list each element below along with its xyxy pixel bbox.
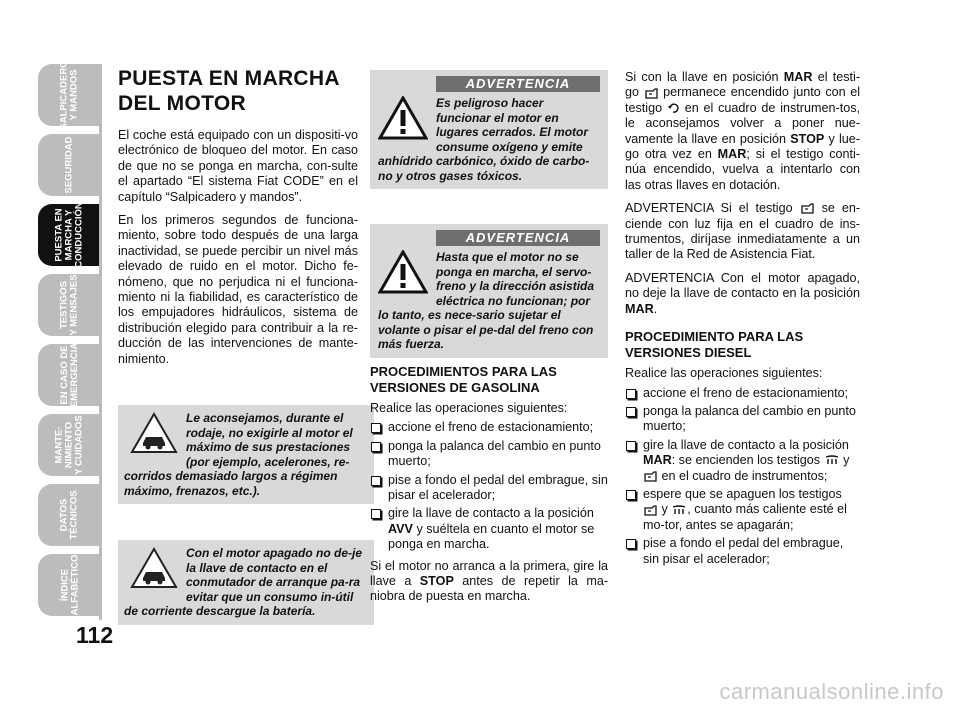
glow-plug-icon (671, 505, 687, 516)
warning-heading: ADVERTENCIA (436, 230, 600, 246)
warning-box-2 (370, 224, 608, 358)
engine-failure-icon (644, 87, 659, 100)
list-item: pise a fondo el pedal del embrague, sin pisar el acelerador; (370, 473, 608, 504)
gasoline-final: Si el motor no arranca a la primera, gire la llave a STOP antes de repetir la ma-niobra de puesta en marcha. (370, 558, 609, 604)
tab-seguridad[interactable]: SEGURIDAD (38, 134, 102, 196)
car-warning-icon (130, 411, 178, 455)
sidebar-divider (99, 64, 102, 620)
list-item: ponga la palanca del cambio en punto muerto; (625, 404, 860, 435)
list-item: accione el freno de estacionamiento; (625, 386, 860, 401)
column-3 (625, 70, 860, 573)
title-line-1: PUESTA EN MARCHA (118, 67, 340, 90)
gasoline-title: PROCEDIMIENTOS PARA LAS VERSIONES DE GASOLINA (370, 364, 557, 395)
warning-1-text: Es peligroso hacer funcionar el motor en lugares cerrados. El motor consume oxígeno y emite anhídrido carbónico, óxido de carbo-no y otros gases tóxicos. (378, 96, 590, 183)
watermark: carmanualsonline.info (719, 679, 944, 704)
title-line-2: DEL MOTOR (118, 92, 246, 115)
tab-indice[interactable]: ÍNDICE ALFABÉTICO (38, 554, 102, 616)
warning-heading: ADVERTENCIA (436, 76, 600, 92)
engine-failure-icon (643, 504, 658, 517)
key-off-paragraph: ADVERTENCIA Con el motor apagado, no deje la llave de contacto en la posición MAR. (625, 270, 860, 316)
gasoline-procedure (370, 364, 608, 613)
list-item: gire la llave de contacto a la posición MAR: se encienden los testigos y en el cuadro de instrumentos; (625, 438, 860, 484)
page-title (118, 66, 358, 116)
warning-box-1 (370, 70, 608, 189)
list-item: accione el freno de estacionamiento; (370, 420, 608, 435)
exclamation-warning-icon (378, 96, 428, 140)
list-item: pise a fondo el pedal del embrague, sin pisar el acelerador; (625, 536, 860, 567)
column-1 (118, 66, 358, 375)
diesel-intro: Realice las operaciones siguientes: (625, 366, 823, 381)
warning-2-text: Hasta que el motor no se ponga en marcha, el servo-freno y la dirección asistida eléctrica no funcionan; por lo tanto, es nece-sario sujetar el volante o pisar el pe-dal del freno con más fuerza. (378, 250, 595, 351)
code-key-icon (667, 102, 680, 114)
tab-testigos[interactable]: TESTIGOS Y MENSAJES (38, 274, 102, 336)
note-rodaje (118, 405, 374, 504)
car-warning-icon (130, 546, 178, 590)
tab-emergencia[interactable]: EN CASO DE EMERGENCIA (38, 344, 102, 406)
diesel-steps (625, 386, 860, 567)
note-bateria (118, 540, 374, 625)
glow-plug-icon (824, 455, 840, 466)
note-rodaje-text: Le aconsejamos, durante el rodaje, no exigirle al motor el máximo de sus prestaciones (por ejemplo, acelerones, re-corridos demasiado largos a régimen máximo, frenazos, etc.). (124, 411, 353, 498)
engine-light-paragraph: ADVERTENCIA Si el testigo se en-ciende con luz fija en el cuadro de ins-trumentos, diríjase inmediatamente a un taller de la Red de Asistencia Fiat. (625, 201, 861, 262)
tab-mantenimiento[interactable]: MANTE- NIMIENTO Y CUIDADOS (38, 414, 102, 476)
list-item: gire la llave de contacto a la posición AVV y suéltela en cuanto el motor se ponga en marcha. (370, 506, 608, 552)
engine-failure-icon (643, 470, 658, 483)
intro-paragraph: El coche está equipado con un dispositi-vo electrónico de bloqueo del motor. En caso de que no se ponga en marcha, con-sulte el apartado “El sistema Fiat CODE” en el capítulo “Salpicadero y mandos”. (118, 128, 358, 204)
tab-salpicadero[interactable]: SALPICADERO Y MANDOS (38, 64, 102, 126)
list-item: espere que se apaguen los testigos y , cuanto más caliente esté el mo-tor, antes se apagarán; (625, 487, 860, 533)
noise-paragraph: En los primeros segundos de funciona-miento, sobre todo después de una larga inactividad, se puede percibir un nivel más elevado de ruido en el motor. Dicho fe-nómeno, que no perjudica ni el funciona-miento ni la fiabilidad, es característico de los empujadores hidráulicos, sistema de distribución elegido para contribuir a la re-ducción de las intervenciones de mante-nimiento. (118, 213, 358, 366)
tab-datos-tecnicos[interactable]: DATOS TÉCNICOS (38, 484, 102, 546)
chapter-sidebar (38, 60, 102, 624)
engine-failure-icon (800, 202, 815, 215)
gasoline-intro: Realice las operaciones siguientes: (370, 401, 568, 415)
gasoline-steps (370, 420, 608, 552)
tab-puesta-en-marcha[interactable]: PUESTA EN MARCHA Y CONDUCCIÓN (38, 204, 102, 266)
list-item: ponga la palanca del cambio en punto muerto; (370, 439, 608, 470)
diesel-title: PROCEDIMIENTO PARA LAS VERSIONES DIESEL (625, 329, 804, 361)
page-number: 112 (76, 622, 114, 648)
exclamation-warning-icon (378, 250, 428, 294)
note-bateria-text: Con el motor apagado no de-je la llave de contacto en el conmutador de arranque pa-ra evitar que un consumo in-útil de corriente descargue la batería. (124, 546, 363, 618)
key-warning-paragraph: Si con la llave en posición MAR el testi-go permanece encendido junto con el testigo en el cuadro de instrumen-tos, le aconsejamos volver a poner nue-vamente la llave en posición STOP y lue-go otra vez en MAR; si el testigo conti-núa encendido, vuelva a intentarlo con las otras llaves en dotación. (625, 70, 861, 192)
